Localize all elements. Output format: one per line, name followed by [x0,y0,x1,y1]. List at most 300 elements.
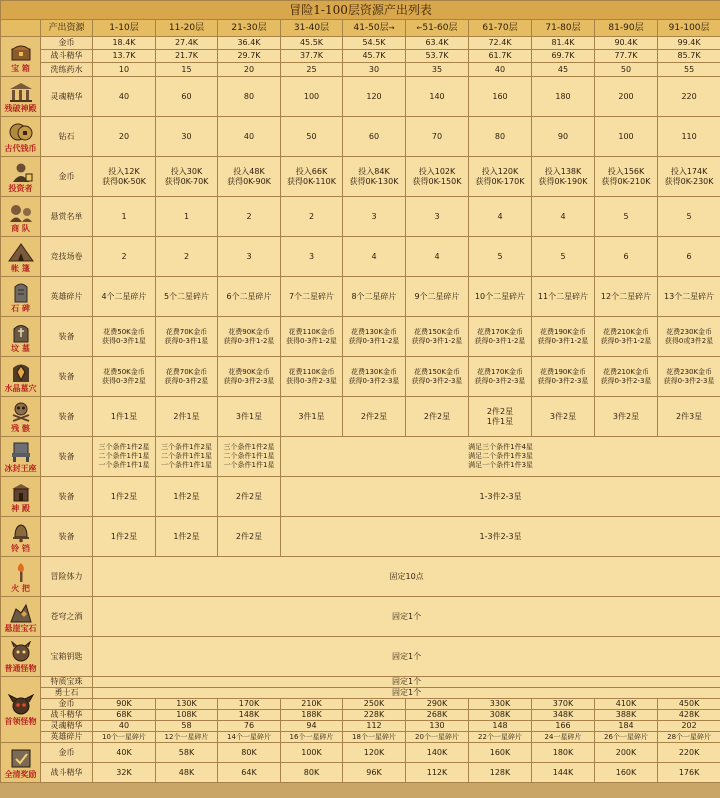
value-cell: 3 [281,237,343,277]
tomb-icon [7,321,35,343]
value-cell: 148 [469,721,532,732]
value-cell: 固定1个 [93,688,720,699]
value-line: 花费110K金币 [288,367,335,376]
value-line: 3件1星 [235,411,263,421]
value-cell: 160K [595,763,658,783]
resource-name: 战斗精华 [41,710,93,721]
value-line: 获得0-3件1-2星 [348,336,400,345]
value-cell: 64K [218,763,281,783]
value-cell: 58K [156,743,218,763]
resource-name: 装备 [41,517,93,557]
value-cell: 48K [156,763,218,783]
value-cell [343,397,406,437]
value-line: 花费90K金币 [228,327,270,336]
throne-label-cell [1,437,41,477]
value-cell: 166 [532,721,595,732]
value-cell: 50 [595,63,658,77]
value-cell: 120K [343,743,406,763]
resource-name: 悬赏名单 [41,197,93,237]
resource-name: 英雄碎片 [41,277,93,317]
value-cell: 30 [343,63,406,77]
table-row [1,77,720,117]
value-cell: 26个一星碎片 [595,732,658,743]
value-cell: 90 [532,117,595,157]
arrow-left-icon: ← [416,24,423,32]
value-cell: 固定1个 [93,597,720,637]
value-line: 2件3星 [675,411,703,421]
value-cell: 2 [218,197,281,237]
value-cell [595,397,658,437]
value-cell: 18.4K [93,37,156,50]
stele-label-cell [1,277,41,317]
value-cell [281,397,343,437]
value-cell: 220K [658,743,720,763]
ruined-temple-icon [7,81,35,103]
value-line: 获得0-3件1星 [164,336,209,345]
header-floor: 31-40层 [281,20,343,37]
value-cell [281,317,343,357]
header-floor: 91-100层 [658,20,720,37]
table-row [1,517,720,557]
table-row [1,699,720,710]
value-cell: 固定1个 [93,677,720,688]
value-cell: 202 [658,721,720,732]
resource-name: 灵魂精华 [41,77,93,117]
tent-name: 帐 篷 [11,264,30,273]
value-cell: 308K [469,710,532,721]
value-line: 一个条件1件1星 [161,461,212,469]
value-line: 花费130K金币 [351,327,397,336]
value-cell: 40 [93,77,156,117]
value-cell: 112K [406,763,469,783]
value-cell: 9个二星碎片 [406,277,469,317]
value-cell: 85.7K [658,50,720,63]
value-cell: 290K [406,699,469,710]
value-cell: 160 [469,77,532,117]
value-cell: 32K [93,763,156,783]
value-cell: 100 [595,117,658,157]
value-cell: 200K [595,743,658,763]
boss-name: 首领怪物 [4,717,37,726]
value-line: 花费50K金币 [103,327,145,336]
value-cell: 70 [406,117,469,157]
value-cell: 388K [595,710,658,721]
value-cell: 29.7K [218,50,281,63]
value-cell: 72.4K [469,37,532,50]
resource-name: 竞技场卷 [41,237,93,277]
value-cell [218,437,281,477]
value-cell [595,157,658,197]
value-line: 获得0K-190K [538,176,588,186]
value-cell: 4个二星碎片 [93,277,156,317]
value-line: 获得0-3件2-3星 [600,376,652,385]
remains-name: 残 骸 [11,424,30,433]
value-cell [156,157,218,197]
value-cell: 1 [156,197,218,237]
value-cell: 81.4K [532,37,595,50]
resource-name: 金币 [41,157,93,197]
value-cell [532,357,595,397]
value-cell: 176K [658,763,720,783]
throne-name: 冰封王座 [4,464,37,473]
value-line: 获得0或3件2星 [664,336,714,345]
value-line: 获得0K-130K [349,176,399,186]
value-cell: 100K [281,743,343,763]
value-line: 投入12K [108,166,140,176]
tent-icon [7,241,35,263]
value-line: 花费130K金币 [351,367,397,376]
resource-name: 苍穹之酒 [41,597,93,637]
value-cell: 220 [658,77,720,117]
value-line: 获得0-3件1-2星 [537,336,589,345]
value-line: 二个条件1件1星 [223,452,275,460]
value-line: 获得0K-50K [102,176,146,186]
value-cell: 80 [218,77,281,117]
header-floor: 1-10层 [93,20,156,37]
value-cell [218,317,281,357]
value-line: 获得0-3件2星 [164,376,209,385]
value-cell [658,357,720,397]
value-cell: 348K [532,710,595,721]
table-row [1,357,720,397]
value-cell: 370K [532,699,595,710]
resource-name: 灵魂精华 [41,721,93,732]
frozen-throne-icon [7,441,35,463]
value-line: 花费230K金币 [666,367,713,376]
remains-label-cell [1,397,41,437]
value-cell: 28个一星碎片 [658,732,720,743]
value-line: 获得0-3件2-3星 [537,376,589,385]
value-cell: 250K [343,699,406,710]
value-line: 获得0K-150K [412,176,462,186]
value-line: 2件2星 [360,411,388,421]
value-cell: 10 [93,63,156,77]
temple-name: 残破神殿 [4,104,37,113]
value-line: 花费70K金币 [165,327,208,336]
stele-icon [7,281,35,303]
value-cell: 11个二星碎片 [532,277,595,317]
value-cell [532,157,595,197]
value-cell: 40 [469,63,532,77]
value-line: 1件1星 [110,411,138,421]
value-cell: 180 [532,77,595,117]
clear-name: 全清奖励 [4,770,37,779]
value-line: 花费50K金币 [103,367,145,376]
value-line: 花费190K金币 [540,367,586,376]
coin-name: 古代钱币 [4,144,37,153]
value-cell: 5 [532,237,595,277]
resource-name: 宝箱钥匙 [41,637,93,677]
value-cell: 4 [406,237,469,277]
resource-name: 金币 [41,37,93,50]
table-row [1,710,720,721]
value-line: 花费170K金币 [477,327,523,336]
value-cell [343,157,406,197]
value-cell: 3 [406,197,469,237]
value-line: 二个条件1件1星 [161,452,212,460]
value-line: 投入156K [607,166,645,176]
coin-label-cell [1,117,41,157]
monster-name: 普通怪物 [4,664,37,673]
boss-monster-icon [7,694,35,716]
value-cell: 76 [218,721,281,732]
value-line: 获得0-3件1-2星 [223,336,275,345]
value-cell: 140K [406,743,469,763]
value-cell: 13个二星碎片 [658,277,720,317]
resource-name: 装备 [41,437,93,477]
table-row [1,237,720,277]
value-cell: 24一星碎片 [532,732,595,743]
value-cell: 45.5K [281,37,343,50]
table-row [1,277,720,317]
bell-name: 铃 铛 [11,544,30,553]
value-line: 投入48K [233,166,265,176]
investor-icon [7,161,35,183]
value-cell [156,317,218,357]
value-cell [406,397,469,437]
value-cell [469,357,532,397]
value-cell [281,157,343,197]
arrow-right-icon: → [388,24,395,32]
shrine-name: 神 殿 [11,504,30,513]
value-cell: 330K [469,699,532,710]
header-floor: 71-80层 [532,20,595,37]
table-row [1,197,720,237]
table-row [1,63,720,77]
table-row [1,397,720,437]
value-cell: 188K [281,710,343,721]
value-cell: 450K [658,699,720,710]
value-cell: 6 [595,237,658,277]
value-line: 一个条件1件1星 [98,461,150,469]
value-cell: 200 [595,77,658,117]
value-line: 投入66K [295,166,328,176]
value-cell: 112 [343,721,406,732]
value-cell: 54.5K [343,37,406,50]
table-row [1,743,720,763]
value-line: 获得0-3件2-3星 [286,376,337,385]
value-line: 3件2星 [612,411,640,421]
value-line: 获得0-3件2-3星 [411,376,463,385]
value-cell: 1 [93,197,156,237]
header-floor: 11-20层 [156,20,218,37]
value-line: 三个条件1件2星 [161,443,212,451]
value-cell: 2件2星 [218,477,281,517]
value-line: 获得0-3件1-2星 [286,336,337,345]
value-cell: 148K [218,710,281,721]
value-cell: 2 [93,237,156,277]
table-row [1,477,720,517]
value-line: 获得0-3件2-3星 [348,376,400,385]
value-cell: 2件2星 [218,517,281,557]
value-cell [218,397,281,437]
value-cell: 4 [532,197,595,237]
value-line: 获得0K-170K [475,176,525,186]
resource-name: 装备 [41,317,93,357]
header-floor: 61-70层 [469,20,532,37]
header-floor [343,20,406,37]
value-cell: 45.7K [343,50,406,63]
cliff-name: 悬崖宝石 [4,624,37,633]
value-cell: 21.7K [156,50,218,63]
value-cell: 80K [218,743,281,763]
value-cell [156,397,218,437]
value-line: 获得0-3件2-3星 [474,376,526,385]
stele-name: 石 碑 [11,304,30,313]
value-cell: 36.4K [218,37,281,50]
value-cell [658,157,720,197]
value-cell [93,317,156,357]
table-row [1,157,720,197]
value-cell: 184 [595,721,658,732]
caravan-label-cell [1,197,41,237]
value-cell: 4 [469,197,532,237]
value-line: 3件1星 [298,411,325,421]
value-cell: 110 [658,117,720,157]
value-cell: 14个一星碎片 [218,732,281,743]
value-cell: 130 [406,721,469,732]
value-line: 花费90K金币 [228,367,270,376]
value-line: 三个条件1件2星 [223,443,275,451]
treasure-name: 宝 箱 [11,64,30,73]
value-line: 投入84K [358,166,390,176]
value-cell: 1件2星 [93,517,156,557]
value-cell: 68K [93,710,156,721]
value-cell [406,357,469,397]
value-cell [281,437,720,477]
value-line: 获得0K-210K [601,176,651,186]
value-cell: 60 [156,77,218,117]
investor-name: 投资者 [8,184,33,193]
table-row [1,732,720,743]
value-cell: 25 [281,63,343,77]
value-cell: 10个二星碎片 [469,277,532,317]
value-cell [343,317,406,357]
table-row [1,50,720,63]
value-cell: 20个一星碎片 [406,732,469,743]
value-cell [595,317,658,357]
value-cell: 27.4K [156,37,218,50]
value-cell [93,157,156,197]
caravan-icon [7,201,35,223]
value-cell: 15 [156,63,218,77]
value-cell: 7个二星碎片 [281,277,343,317]
value-cell: 20 [93,117,156,157]
bell-icon [7,521,35,543]
value-cell [156,357,218,397]
tomb-name: 坟 墓 [11,344,30,353]
table-row [1,637,720,677]
value-line: 投入120K [481,166,519,176]
resource-name: 装备 [41,357,93,397]
resource-name: 洗练药水 [41,63,93,77]
table-row [1,721,720,732]
remains-icon [7,401,35,423]
value-line: 花费70K金币 [165,367,208,376]
resource-name: 冒险体力 [41,557,93,597]
value-cell: 50 [281,117,343,157]
header-floor: 21-30层 [218,20,281,37]
value-cell: 268K [406,710,469,721]
header-resource: 产出资源 [41,20,93,37]
value-cell: 37.7K [281,50,343,63]
value-cell: 90K [93,699,156,710]
value-cell: 40K [93,743,156,763]
value-line: 满足三个条件1件4星 [468,443,534,451]
value-cell [343,357,406,397]
value-line: 获得0K-70K [164,176,209,186]
header-floor: 81-90层 [595,20,658,37]
value-cell: 120 [343,77,406,117]
value-cell: 228K [343,710,406,721]
value-line: 花费150K金币 [414,367,460,376]
value-cell [406,317,469,357]
value-cell: 80 [469,117,532,157]
resource-name: 战斗精华 [41,763,93,783]
value-cell: 100 [281,77,343,117]
clear-label-cell [1,743,41,783]
value-cell: 1件2星 [156,517,218,557]
value-line: 投入138K [544,166,582,176]
value-cell: 77.7K [595,50,658,63]
value-line: 获得0-3件1星 [102,336,146,345]
value-cell: 6 [658,237,720,277]
value-cell [281,357,343,397]
value-cell: 410K [595,699,658,710]
resource-name: 战斗精华 [41,50,93,63]
value-cell [469,317,532,357]
value-cell: 108K [156,710,218,721]
temple-label-cell [1,77,41,117]
value-line: 获得0-3件2-3星 [663,376,715,385]
value-line: 花费110K金币 [288,327,335,336]
value-cell: 5 [595,197,658,237]
value-cell: 180K [532,743,595,763]
value-line: 花费210K金币 [603,327,649,336]
fire-label-cell [1,557,41,597]
table-row [1,317,720,357]
value-line: 获得0-3件2-3星 [223,376,275,385]
resource-name: 装备 [41,397,93,437]
value-line: 获得0-3件2星 [102,376,146,385]
value-cell: 99.4K [658,37,720,50]
crystal-label-cell [1,357,41,397]
value-line: 获得0K-110K [287,176,336,186]
shrine-label-cell [1,477,41,517]
value-cell: 40 [218,117,281,157]
value-cell: 210K [281,699,343,710]
common-monster-icon [7,641,35,663]
value-line: 1件1星 [486,416,514,426]
table-row [1,597,720,637]
value-cell: 170K [218,699,281,710]
value-cell: 45 [532,63,595,77]
tomb-label-cell [1,317,41,357]
resource-name: 英雄碎片 [41,732,93,743]
value-cell: 144K [532,763,595,783]
value-line: 花费210K金币 [603,367,649,376]
value-line: 2件2星 [423,411,451,421]
value-line: 花费230K金币 [666,327,713,336]
ancient-coin-icon [7,121,35,143]
value-line: 投入30K [170,166,203,176]
table-row [1,117,720,157]
value-line: 一个条件1件1星 [223,461,275,469]
value-line: 获得0K-90K [227,176,271,186]
value-cell: 3 [343,197,406,237]
value-cell: 1件2星 [93,477,156,517]
value-cell [595,357,658,397]
